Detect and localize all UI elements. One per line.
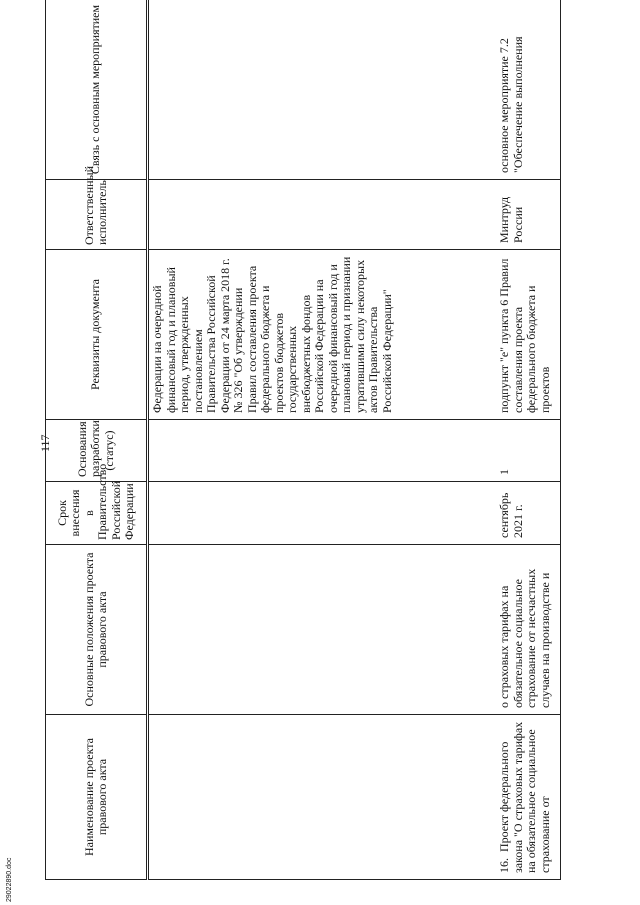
header-main-provisions: Основные положения проекта правового акта [46, 545, 148, 715]
cell-empty [148, 180, 496, 250]
cell-empty [148, 715, 496, 880]
cell-requisites: подпункт "е" пункта 6 Правил составления проекта федерального бюджета и проектов [495, 250, 561, 420]
cell-requisites-continued: Федерации на очередной финансовый год и плановый период, утвержденных постановлением Правительства Российской Федерации от 24 марта 2018 г. № 326 "Об утверждении Правил составления проекта федерального бюджета и проектов бюджетов государственных внебюджетных фондов Российской Федерации на очередной финансовый год и плановый период и признании утратившими силу некоторых актов Правительства Российской Федерации" [148, 250, 496, 420]
cell-provisions: о страховых тарифах на обязательное социальное страхование от несчастных случаев на производстве и [495, 545, 561, 715]
table-row-continuation [148, 0, 496, 880]
header-act-name: Наименование проекта правового акта [46, 715, 148, 880]
cell-act-name [495, 715, 561, 880]
cell-empty [148, 420, 496, 482]
header-executor: Ответственный исполнитель [46, 180, 148, 250]
cell-deadline: сентябрь 2021 г. [495, 482, 561, 545]
document-table-rotated [45, 0, 640, 880]
cell-executor: Минтруд России [495, 180, 561, 250]
row-number: 16. [497, 858, 511, 873]
header-requisites: Реквизиты документа [46, 250, 148, 420]
table-header-row [46, 0, 148, 880]
legal-acts-table [45, 0, 561, 880]
header-basis-status: Основания разработки (статус) [46, 420, 148, 482]
cell-empty [148, 482, 496, 545]
cell-empty [148, 0, 496, 180]
table-row-16 [495, 0, 561, 880]
cell-link-main-event: основное мероприятие 7.2 "Обеспечение выполнения [495, 0, 561, 180]
page-number: 117 [38, 434, 52, 452]
act-name-text: Проект федерального закона "О страховых тарифах на обязательное социальное страхование от [497, 721, 552, 873]
cell-empty [148, 545, 496, 715]
header-deadline: Срок внесения в Правительство Российской Федерации [46, 482, 148, 545]
cell-status: 1 [495, 420, 561, 482]
document-file-code: 29022890.doc [6, 857, 13, 902]
header-link-main-event: Связь с основным мероприятием [46, 0, 148, 180]
